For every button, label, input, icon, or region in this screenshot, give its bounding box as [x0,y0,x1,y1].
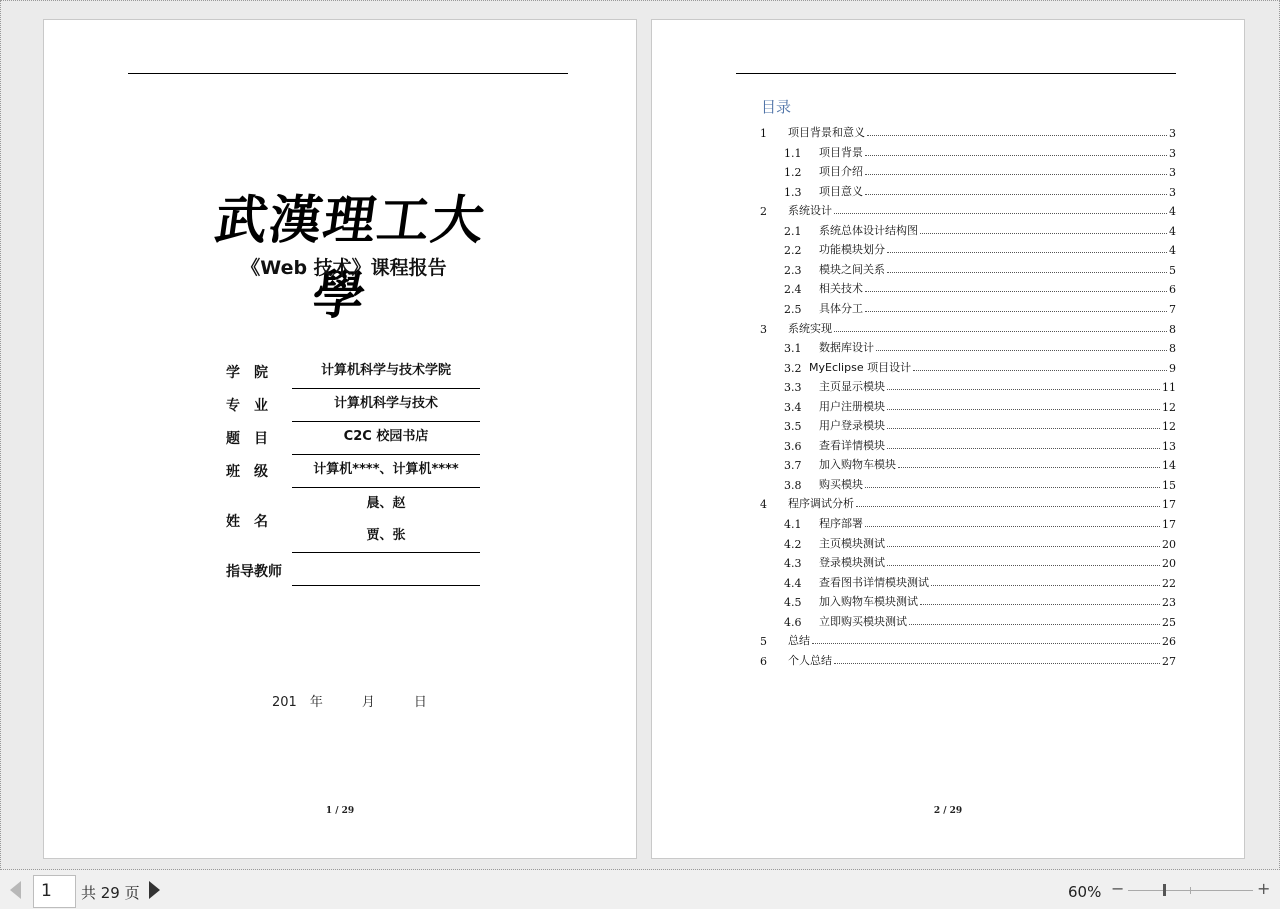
header-rule [736,73,1176,74]
report-title: 《Web 技术》课程报告 [241,257,447,279]
toc-entry[interactable] [760,378,1176,394]
toc-leader-dots [931,585,1160,586]
toc-entry[interactable] [760,359,1176,375]
toc-entry-title: 系统总体设计结构图 [819,223,918,237]
toc-leader-dots [920,604,1160,605]
field-value [292,488,480,553]
toc-entry-title: 购买模块 [819,477,863,491]
toc-leader-dots [887,409,1160,410]
toc-entry[interactable] [760,124,1176,140]
toc-leader-dots [865,311,1167,312]
toc-entry[interactable] [760,456,1176,472]
toc-entry-number: 3.6 [784,439,802,453]
toc-entry-number: 4.4 [784,576,802,590]
toc-entry-title: 主页显示模块 [819,380,885,394]
toc-entry-page: 23 [1162,596,1176,610]
toc-entry[interactable] [760,417,1176,433]
toc-title: 目录 [761,98,792,116]
toc-entry-title: 系统实现 [788,321,832,335]
toc-entry-page: 4 [1169,224,1176,238]
toc-entry[interactable] [760,535,1176,551]
zoom-slider-thumb[interactable] [1163,884,1166,896]
toc-entry-page: 27 [1162,654,1176,668]
name-line-2: 贾、张 [366,528,406,543]
toc-entry[interactable] [760,476,1176,492]
toc-leader-dots [887,389,1160,390]
toc-entry-title: 功能模块划分 [819,243,885,257]
toc-entry-title: 程序调试分析 [788,497,854,511]
toc-entry[interactable] [760,320,1176,336]
toc-entry-page: 3 [1169,166,1176,180]
toc-entry[interactable] [760,574,1176,590]
toc-entry-title: 用户注册模块 [819,399,885,413]
field-label: 姓 名 [226,514,268,530]
toc-entry-page: 12 [1162,400,1176,414]
toc-leader-dots [887,546,1160,547]
toc-leader-dots [887,252,1167,253]
toc-page [651,19,1245,859]
toc-entry-page: 9 [1169,361,1176,375]
toc-entry-number: 3.8 [784,478,802,492]
toc-leader-dots [920,233,1167,234]
toc-entry-title: 登录模块测试 [819,556,885,570]
toc-entry-title: 加入购物车模块 [819,458,896,472]
toc-entry-number: 2 [760,205,767,219]
zoom-in-icon[interactable]: + [1257,879,1271,898]
toc-entry-number: 1.2 [784,166,802,180]
toc-entry[interactable] [760,144,1176,160]
toc-entry-title: 相关技术 [819,282,863,296]
toc-entry-page: 12 [1162,420,1176,434]
toc-entry[interactable] [760,163,1176,179]
field-label: 学 院 [226,365,268,381]
page-number: 2 / 29 [933,806,963,816]
field-value: 计算机科学与技术学院 [292,356,480,389]
toc-entry-page: 7 [1169,302,1176,316]
toc-entry-number: 4.1 [784,518,802,531]
toc-entry[interactable] [760,280,1176,296]
toc-entry-number: 1 [760,127,767,140]
toc-entry-page: 26 [1162,635,1176,649]
toc-leader-dots [865,194,1167,195]
cover-page [43,19,637,859]
toc-leader-dots [834,663,1160,664]
toc-entry-title: 数据库设计 [819,341,874,355]
toc-leader-dots [898,467,1160,468]
viewer-toolbar [0,870,1280,909]
toc-entry-page: 14 [1162,459,1176,473]
field-label: 专 业 [226,398,268,414]
toc-leader-dots [887,565,1160,566]
toc-entry-title: MyEclipse 项目设计 [809,360,912,374]
toc-entry[interactable] [760,554,1176,570]
toc-entry[interactable] [760,632,1176,648]
toc-entry-title: 模块之间关系 [819,262,885,276]
toc-entry-number: 4.2 [784,537,802,551]
toc-entry[interactable] [760,613,1176,629]
toc-entry[interactable] [760,222,1176,238]
toc-entry[interactable] [760,202,1176,218]
toc-leader-dots [812,643,1160,644]
toc-entry-title: 项目介绍 [819,165,863,179]
toc-entry-title: 系统设计 [788,204,832,218]
toc-entry-number: 3.1 [784,342,802,356]
toc-entry-page: 6 [1169,283,1176,297]
toc-entry-number: 4.3 [784,557,802,571]
toc-leader-dots [913,370,1167,371]
toc-entry[interactable] [760,300,1176,316]
toc-entry-page: 15 [1162,478,1176,492]
toc-entry-page: 17 [1162,518,1176,531]
total-pages-label: 共 29 页 [81,884,140,902]
field-value: 计算机科学与技术 [292,389,480,422]
date-line: 201 年 月 日 [272,695,427,710]
toc-entry-page: 20 [1162,537,1176,551]
toc-entry-page: 8 [1169,342,1176,356]
toc-entry[interactable] [760,593,1176,609]
prev-page-icon[interactable] [10,881,21,899]
toc-entry-number: 2.4 [784,283,802,297]
toc-entry-number: 1.3 [784,185,802,199]
toc-entry-title: 项目背景和意义 [788,126,865,139]
toc-entry-number: 3.2 [784,361,802,375]
toc-entry-title: 查看图书详情模块测试 [819,575,929,589]
toc-entry[interactable] [760,261,1176,277]
toc-leader-dots [865,526,1160,527]
toc-leader-dots [865,291,1167,292]
toc-entry-page: 8 [1169,322,1176,336]
toc-entry-page: 3 [1169,127,1176,140]
toc-entry[interactable] [760,241,1176,257]
toc-entry-number: 2.2 [784,244,802,258]
toc-entry-title: 用户登录模块 [819,419,885,433]
toc-leader-dots [865,174,1167,175]
toc-entry-number: 6 [760,654,767,668]
name-line-1: 晨、赵 [366,496,406,511]
field-label: 班 级 [226,464,268,480]
toc-entry-title: 查看详情模块 [819,438,885,452]
toc-entry[interactable] [760,437,1176,453]
toc-leader-dots [865,487,1160,488]
toc-leader-dots [867,135,1167,136]
toc-entry-number: 3.7 [784,459,802,473]
toc-leader-dots [834,213,1167,214]
toc-entry[interactable] [760,339,1176,355]
toc-entry-title: 具体分工 [819,301,863,315]
toc-entry-page: 5 [1169,263,1176,277]
toc-leader-dots [876,350,1167,351]
toc-entry-number: 3.5 [784,420,802,434]
toc-leader-dots [856,506,1160,507]
toc-leader-dots [887,272,1167,273]
toc-leader-dots [887,428,1160,429]
field-value [292,553,480,586]
field-value: 计算机****、计算机**** [292,455,480,488]
field-label: 指导教师 [226,564,282,580]
toc-entry-page: 3 [1169,185,1176,199]
toc-leader-dots [909,624,1160,625]
toc-entry-number: 3 [760,322,767,336]
toc-entry-number: 2.1 [784,224,802,238]
toc-entry-page: 4 [1169,244,1176,258]
page-number-input[interactable]: 1 [33,875,76,908]
toc-entry-title: 项目背景 [819,145,863,159]
field-label: 题 目 [226,431,268,447]
toc-entry-title: 程序部署 [819,517,863,530]
toc-entry-title: 个人总结 [788,653,832,667]
toc-entry-page: 22 [1162,576,1176,590]
toc-entry-number: 3.4 [784,400,802,414]
toc-entry-title: 立即购买模块测试 [819,614,907,628]
toc-leader-dots [887,448,1160,449]
toc-entry-page: 13 [1162,439,1176,453]
toc-entry-number: 5 [760,635,767,649]
next-page-icon[interactable] [149,881,160,899]
page-number: 1 / 29 [325,806,355,816]
toc-entry-page: 11 [1162,381,1176,395]
toc-entry-number: 4.6 [784,615,802,629]
university-logo: 武漢理工大學 [211,190,490,326]
toc-entry-title: 总结 [788,634,810,648]
toc-entry-number: 4 [760,498,767,512]
toc-entry-title: 主页模块测试 [819,536,885,550]
toc-entry[interactable] [760,652,1176,668]
field-value: C2C 校园书店 [292,422,480,455]
toc-entry-page: 25 [1162,615,1176,629]
zoom-level: 60% [1068,883,1102,901]
zoom-slider-tick [1190,887,1191,894]
zoom-out-icon[interactable]: − [1111,879,1125,898]
toc-entry-number: 3.3 [784,381,802,395]
toc-leader-dots [834,331,1167,332]
toc-entry-number: 2.3 [784,263,802,277]
toc-entry-page: 17 [1162,498,1176,512]
toc-entry[interactable] [760,495,1176,511]
toc-entry[interactable] [760,398,1176,414]
header-rule [128,73,568,74]
toc-leader-dots [865,155,1167,156]
toc-entry[interactable] [760,183,1176,199]
toc-entry-number: 4.5 [784,596,802,610]
toc-entry-page: 4 [1169,205,1176,219]
toc-entry-page: 3 [1169,146,1176,160]
toc-entry-number: 2.5 [784,302,802,316]
toc-entry-title: 加入购物车模块测试 [819,595,918,609]
toc-entry-number: 1.1 [784,146,802,160]
toc-entry-title: 项目意义 [819,184,863,198]
toc-entry[interactable] [760,515,1176,531]
toc-entry-page: 20 [1162,557,1176,571]
